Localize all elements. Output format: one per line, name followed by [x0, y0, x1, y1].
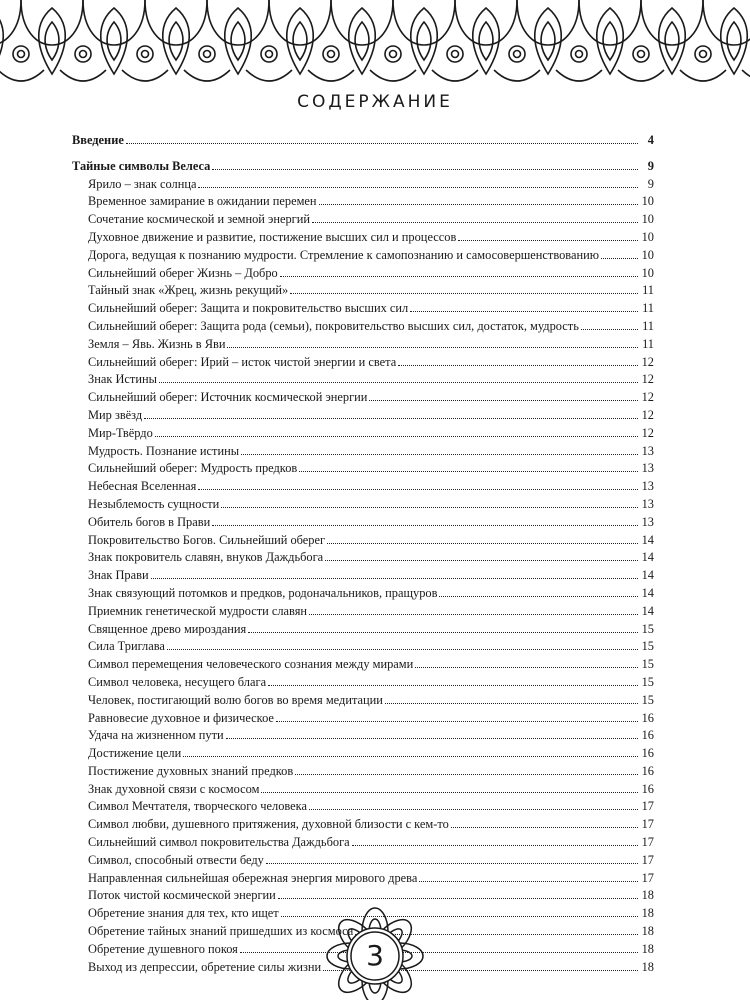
toc-entry-title: Постижение духовных знаний предков — [88, 763, 294, 778]
toc-entry-title: Равновесие духовное и физическое — [88, 710, 274, 725]
toc-entry-page: 15 — [641, 621, 654, 636]
toc-entry — [72, 567, 654, 585]
dot-leader — [226, 738, 638, 739]
toc-entry-title: Знак Прави — [88, 568, 149, 583]
dot-leader — [415, 667, 638, 668]
dot-leader — [601, 258, 638, 259]
toc-entry-page: 18 — [641, 906, 654, 921]
toc-entry-title: Дорога, ведущая к познанию мудрости. Стремление к самопознанию и самосовершенствованию — [88, 247, 600, 262]
toc-section — [72, 158, 654, 176]
toc-entry-title: Тайный знак «Жрец, жизнь рекущий» — [88, 283, 289, 298]
dot-leader — [144, 418, 638, 419]
dot-leader — [276, 721, 638, 722]
toc-entry-page: 14 — [641, 603, 654, 618]
toc-entry-title: Сила Триглава — [88, 639, 165, 654]
dot-leader — [155, 436, 638, 437]
toc-entry-title: Поток чистой космической энергии — [88, 888, 276, 903]
toc-entry-page: 12 — [641, 372, 654, 387]
toc-entry-title: Мудрость. Познание истины — [88, 443, 240, 458]
toc-entry — [72, 496, 654, 514]
toc-entry-page: 10 — [641, 212, 654, 227]
dot-leader — [212, 169, 638, 170]
dot-leader — [126, 143, 638, 144]
dot-leader — [159, 382, 638, 383]
dot-leader — [241, 454, 638, 455]
toc-entry-title: Мир-Твёрдо — [88, 425, 153, 440]
toc-entry — [72, 389, 654, 407]
dot-leader — [299, 471, 638, 472]
toc-entry-page: 17 — [641, 799, 654, 814]
toc-entry — [72, 336, 654, 354]
dot-leader — [266, 863, 638, 864]
toc-entry-page: 16 — [641, 781, 654, 796]
toc-entry — [72, 176, 654, 194]
toc-entry — [72, 318, 654, 336]
page-number: 3 — [366, 939, 384, 972]
toc-entry — [72, 407, 654, 425]
toc-entry — [72, 193, 654, 211]
toc-entry-title: Сочетание космической и земной энергий — [88, 212, 311, 227]
toc-entry — [72, 549, 654, 567]
page-title: СОДЕРЖАНИЕ — [297, 92, 453, 112]
toc-entry — [72, 443, 654, 461]
toc-entry-page: 16 — [641, 746, 654, 761]
toc-entry-title: Сильнейший оберег: Защита и покровительство высших сил — [88, 301, 409, 316]
toc-entry — [72, 478, 654, 496]
dot-leader — [248, 632, 638, 633]
toc-entry-title: Направленная сильнейшая обережная энергия мирового древа — [88, 870, 418, 885]
dot-leader — [309, 809, 638, 810]
toc-entry-title: Мир звёзд — [88, 407, 143, 422]
toc-entry-title: Сильнейший оберег: Мудрость предков — [88, 461, 298, 476]
dot-leader — [369, 400, 638, 401]
toc-entry-page: 16 — [641, 728, 654, 743]
toc-entry-page: 18 — [641, 959, 654, 974]
toc-entry-title: Символ перемещения человеческого сознания между мирами — [88, 657, 414, 672]
toc-entry-title: Сильнейший оберег: Ирий – исток чистой энергии и света — [88, 354, 397, 369]
toc-entry — [72, 692, 654, 710]
dot-leader — [198, 489, 638, 490]
dot-leader — [319, 204, 638, 205]
toc-entry-page: 18 — [641, 941, 654, 956]
toc-entry-page: 12 — [641, 354, 654, 369]
toc-section — [72, 132, 654, 150]
toc-entry-page: 14 — [641, 550, 654, 565]
toc-entry — [72, 425, 654, 443]
toc-entry — [72, 265, 654, 283]
toc-entry — [72, 710, 654, 728]
dot-leader — [458, 240, 638, 241]
toc-entry-page: 10 — [641, 247, 654, 262]
toc-entry-page: 9 — [647, 158, 654, 173]
toc-entry-page: 11 — [642, 318, 654, 333]
toc-entry — [72, 247, 654, 265]
toc-entry — [72, 211, 654, 229]
toc-entry — [72, 870, 654, 888]
toc-entry-page: 14 — [641, 568, 654, 583]
toc-entry — [72, 514, 654, 532]
toc-entry-page: 15 — [641, 674, 654, 689]
toc-entry — [72, 603, 654, 621]
toc-entry — [72, 656, 654, 674]
toc-entry-title: Небесная Вселенная — [88, 479, 197, 494]
dot-leader — [268, 685, 638, 686]
toc-entry-title: Сильнейший символ покровительства Даждьбога — [88, 835, 350, 850]
dot-leader — [352, 845, 638, 846]
dot-leader — [419, 881, 638, 882]
toc-entry-page: 9 — [647, 176, 654, 191]
toc-entry-title: Введение — [72, 133, 124, 147]
toc-entry-page: 13 — [641, 514, 654, 529]
toc-entry-page: 15 — [641, 657, 654, 672]
toc-entry — [72, 585, 654, 603]
toc-entry-title: Сильнейший оберег Жизнь – Добро — [88, 265, 278, 280]
dot-leader — [198, 187, 638, 188]
toc-entry-title: Приемник генетической мудрости славян — [88, 603, 308, 618]
toc-entry-title: Удача на жизненном пути — [88, 728, 224, 743]
toc-entry-page: 17 — [641, 835, 654, 850]
toc-entry — [72, 798, 654, 816]
toc-entry-title: Выход из депрессии, обретение силы жизни — [88, 959, 322, 974]
toc-entry — [72, 621, 654, 639]
table-of-contents — [72, 132, 654, 976]
dot-leader — [312, 222, 638, 223]
toc-entry-page: 15 — [641, 639, 654, 654]
toc-entry-page: 11 — [642, 283, 654, 298]
toc-entry-page: 11 — [642, 336, 654, 351]
toc-entry-title: Символ, способный отвести беду — [88, 852, 264, 867]
toc-entry-title: Знак покровитель славян, внуков Даждьбога — [88, 550, 324, 565]
toc-entry-page: 13 — [641, 461, 654, 476]
toc-entry-title: Ярило – знак солнца — [88, 176, 197, 191]
toc-entry — [72, 852, 654, 870]
dot-leader — [385, 703, 638, 704]
toc-entry — [72, 674, 654, 692]
toc-entry-page: 4 — [647, 133, 654, 147]
dot-leader — [167, 649, 638, 650]
dot-leader — [410, 311, 638, 312]
toc-entry-title: Обретение душевного покоя — [88, 941, 238, 956]
toc-entry — [72, 460, 654, 478]
toc-entry-page: 13 — [641, 496, 654, 511]
dot-leader — [290, 293, 638, 294]
dot-leader — [280, 276, 638, 277]
toc-entry-title: Тайные символы Велеса — [72, 158, 211, 173]
toc-entry-page: 15 — [641, 692, 654, 707]
toc-entry-page: 12 — [641, 407, 654, 422]
toc-entry-title: Незыблемость сущности — [88, 496, 220, 511]
toc-entry-title: Покровительство Богов. Сильнейший оберег — [88, 532, 326, 547]
toc-entry-title: Земля – Явь. Жизнь в Яви — [88, 336, 226, 351]
dot-leader — [295, 774, 638, 775]
toc-entry-title: Человек, постигающий волю богов во время медитации — [88, 692, 383, 707]
toc-entry — [72, 532, 654, 550]
toc-entry-title: Знак Истины — [88, 372, 157, 387]
dot-leader — [221, 507, 638, 508]
toc-entry — [72, 727, 654, 745]
toc-entry-title: Духовное движение и развитие, постижение высших сил и процессов — [88, 229, 457, 244]
dot-leader — [398, 365, 638, 366]
toc-entry-title: Символ любви, душевного притяжения, духовной близости с кем-то — [88, 817, 449, 832]
toc-entry — [72, 781, 654, 799]
dot-leader — [212, 525, 638, 526]
dot-leader — [325, 560, 638, 561]
dot-leader — [183, 756, 638, 757]
toc-entry-page: 14 — [641, 532, 654, 547]
toc-entry-title: Обитель богов в Прави — [88, 514, 211, 529]
toc-entry-page: 17 — [641, 852, 654, 867]
toc-entry — [72, 763, 654, 781]
dot-leader — [581, 329, 638, 330]
dot-leader — [439, 596, 638, 597]
toc-entry-page: 13 — [641, 443, 654, 458]
toc-entry — [72, 354, 654, 372]
toc-entry-page: 17 — [641, 817, 654, 832]
toc-entry-page: 14 — [641, 585, 654, 600]
toc-entry-page: 18 — [641, 924, 654, 939]
toc-entry-title: Обретение тайных знаний пришедших из космоса — [88, 924, 354, 939]
toc-entry — [72, 300, 654, 318]
dot-leader — [261, 792, 638, 793]
toc-entry-title: Временное замирание в ожидании перемен — [88, 194, 317, 209]
toc-entry-page: 10 — [641, 194, 654, 209]
toc-entry-title: Сильнейший оберег: Источник космической энергии — [88, 390, 368, 405]
toc-entry-page: 16 — [641, 763, 654, 778]
top-floral-ornament — [0, 0, 750, 92]
toc-entry-page: 12 — [641, 390, 654, 405]
dot-leader — [309, 614, 638, 615]
dot-leader — [227, 347, 638, 348]
toc-entry-page: 11 — [642, 301, 654, 316]
toc-entry-page: 17 — [641, 870, 654, 885]
dot-leader — [151, 578, 638, 579]
toc-entry-title: Священное древо мироздания — [88, 621, 247, 636]
toc-entry-page: 13 — [641, 479, 654, 494]
toc-entry-page: 16 — [641, 710, 654, 725]
toc-entry-title: Символ человека, несущего блага — [88, 674, 267, 689]
toc-entry-page: 10 — [641, 229, 654, 244]
toc-entry — [72, 834, 654, 852]
toc-entry — [72, 371, 654, 389]
toc-entry-title: Знак духовной связи с космосом — [88, 781, 260, 796]
dot-leader — [451, 827, 638, 828]
toc-entry-title: Достижение цели — [88, 746, 182, 761]
toc-entry-page: 10 — [641, 265, 654, 280]
toc-entry-title: Сильнейший оберег: Защита рода (семьи), покровительство высших сил, достаток, мудрость — [88, 318, 579, 333]
toc-entry-page: 12 — [641, 425, 654, 440]
toc-entry-page: 18 — [641, 888, 654, 903]
toc-entry — [72, 229, 654, 247]
toc-entry-title: Обретение знания для тех, кто ищет — [88, 906, 279, 921]
toc-entry — [72, 282, 654, 300]
toc-entry-title: Знак связующий потомков и предков, родоначальников, пращуров — [88, 585, 438, 600]
toc-entry — [72, 816, 654, 834]
toc-entry — [72, 638, 654, 656]
toc-entry — [72, 745, 654, 763]
toc-entry-title: Символ Мечтателя, творческого человека — [88, 799, 308, 814]
dot-leader — [327, 543, 638, 544]
